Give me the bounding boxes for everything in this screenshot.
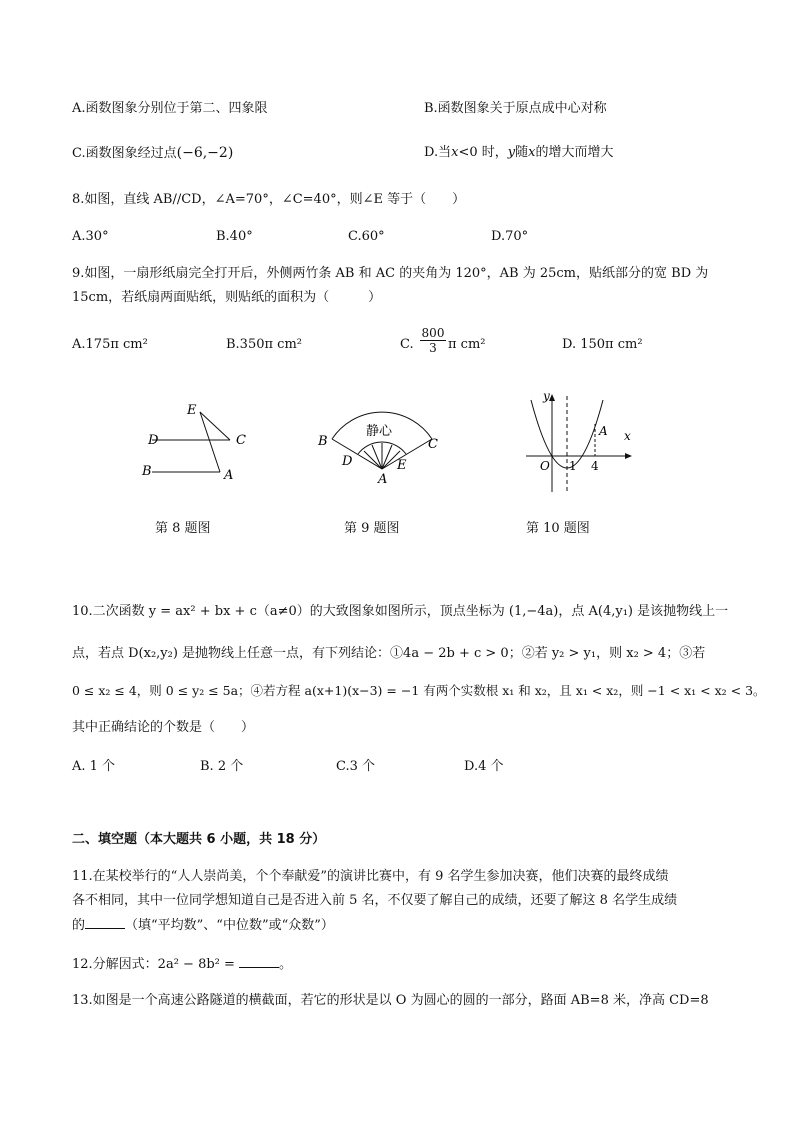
q9-line-1: 9.如图，一扇形纸扇完全打开后，外侧两竹条 AB 和 AC 的夹角为 120°，AB 为 25cm，贴纸部分的宽 BD 为 [72,266,709,281]
q7-d-var-x: x [451,145,459,160]
label-c: C [236,433,246,448]
q12-expression: 12.分解因式：2a² − 8b² = [72,957,235,972]
label-four: 4 [591,459,599,473]
answer-blank[interactable] [239,955,279,968]
label-x: x [624,429,631,443]
q7-option-d [424,144,613,162]
q8-option-b: B.40° [216,229,253,244]
label-a: A [599,424,608,438]
q13-line-1: 13.如图是一个高速公路隧道的横截面，若它的形状是以 O 为圆心的圆的一部分，路面 AB=8 米，净高 CD=8 [72,993,709,1008]
q10-line-4: 其中正确结论的个数是（ ） [72,720,255,735]
q9-option-c-fraction [420,326,446,355]
rib-ac [382,439,432,469]
q11-line-3-prefix: 的 [72,918,86,933]
q12-line [72,955,292,974]
label-origin: O [540,459,550,473]
label-b: B [318,434,328,449]
x-axis-arrow [625,453,632,459]
q10-line-2: 点，若点 D(x₂,y₂) 是抛物线上任意一点，有下列结论：①4a − 2b + c > 0；②若 y₂ > y₁，则 x₂ > 4；③若 [72,646,706,661]
figure-9-caption: 第 9 题图 [344,521,400,536]
q7-option-b: B.函数图象关于原点成中心对称 [424,101,607,116]
q7-option-c-prefix: C.函数图象经过点 [72,146,177,161]
label-e: E [187,403,197,418]
q11-line-3 [72,916,334,935]
rib [372,445,382,469]
label-b: B [142,464,152,479]
q7-d-var-x: x [528,145,536,160]
q9-option-b: B.350π cm² [226,337,302,352]
q7-option-a: A.函数图象分别位于第二、四象限 [72,101,268,116]
label-a: A [224,468,234,483]
q10-option-d: D.4 个 [464,759,504,774]
label-c: C [428,437,438,452]
rib [382,445,392,469]
label-one: 1 [569,459,577,473]
fraction-numerator: 800 [421,326,445,340]
q7-d-part: 随 [515,145,529,160]
q7-d-part: D.当 [424,145,452,160]
rib-ab [332,439,382,469]
q10-option-a: A. 1 个 [72,759,116,774]
q12-period: 。 [279,957,293,972]
figure-10-caption: 第 10 题图 [526,521,590,536]
q8-option-c: C.60° [348,229,385,244]
figure-8-caption: 第 8 题图 [155,521,211,536]
label-y: y [543,389,550,403]
figure-9 [308,395,448,490]
q11-line-1: 11.在某校举行的“人人崇尚美，个个奉献爱”的演讲比赛中，有 9 名学生参加决赛，他们决赛的最终成绩 [72,869,669,884]
q11-line-3-suffix: （填“平均数”、“中位数”或“众数”） [125,918,334,933]
fan-text: 静心 [366,424,393,439]
label-d: D [342,454,353,469]
answer-blank[interactable] [85,916,125,929]
q10-line-3: 0 ≤ x₂ ≤ 4，则 0 ≤ y₂ ≤ 5a；④若方程 a(x+1)(x−3) = −1 有两个实数根 x₁ 和 x₂，且 x₁ < x₂，则 −1 < x₁ < x₂ < 3。 [72,683,766,698]
q8-stem: 8.如图，直线 AB//CD，∠A=70°，∠C=40°，则∠E 等于（ ） [72,192,466,207]
q9-option-d: D. 150π cm² [562,337,643,352]
section-2-heading: 二、填空题（本大题共 6 小题，共 18 分） [72,832,326,847]
q7-d-part: 的增大而增大 [535,145,614,160]
label-d: D [148,433,159,448]
q9-option-a: A.175π cm² [72,337,148,352]
figure-10 [520,388,640,498]
q10-option-b: B. 2 个 [200,759,244,774]
fraction-denominator: 3 [429,341,437,355]
q7-d-part: <0 时， [458,145,508,160]
figure-8 [130,395,260,495]
q9-line-2: 15cm，若纸扇两面贴纸，则贴纸的面积为（ ） [72,290,382,305]
q8-option-a: A.30° [72,229,109,244]
q9-option-c-prefix: C. [400,337,414,352]
label-e: E [397,458,407,473]
q8-option-d: D.70° [491,229,529,244]
q10-line-1: 10.二次函数 y = ax² + bx + c（a≠0）的大致图象如图所示，顶点坐标为 (1,−4a)，点 A(4,y₁) 是该抛物线上一 [72,604,729,619]
q7-option-c [72,144,233,163]
q10-option-c: C.3 个 [336,759,376,774]
label-a: A [378,472,388,487]
q11-line-2: 各不相同，其中一位同学想知道自己是否进入前 5 名，不仅要了解自己的成绩，还要了解这 8 名学生成绩 [72,893,678,908]
q7-option-c-point: (−6,−2) [176,145,234,161]
y-axis-arrow [549,394,555,401]
q9-option-c-suffix: π cm² [448,337,486,352]
q7-d-var-y: y [507,145,516,160]
